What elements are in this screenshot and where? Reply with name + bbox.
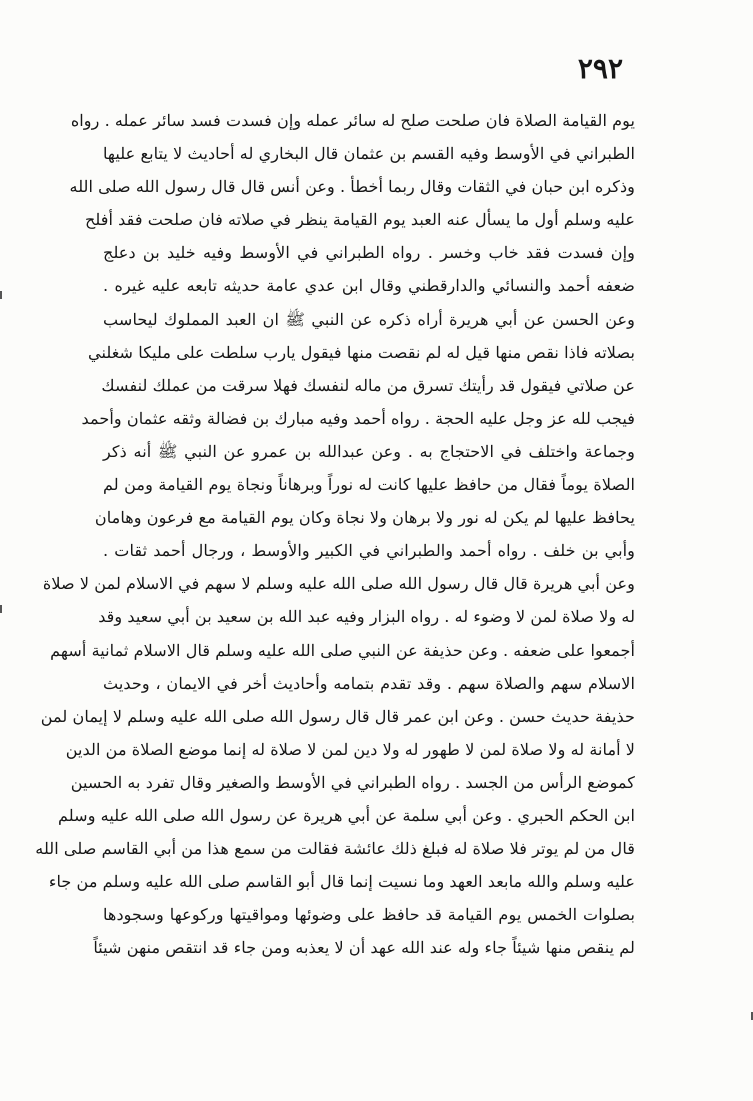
text-line: الطبراني في الأوسط وفيه القسم بن عثمان قال البخاري له أحاديث لا يتابع عليها bbox=[103, 144, 635, 164]
text-line: الصلاة يوماً فقال من حافظ عليها كانت له نوراً وبرهاناً ونجاة يوم القيامة ومن لم bbox=[103, 475, 635, 495]
text-line: أجمعوا على ضعفه . وعن حذيفة عن النبي صلى الله عليه وسلم قال الاسلام ثمانية أسهم bbox=[50, 640, 635, 660]
margin-mark bbox=[0, 291, 2, 299]
text-line: وعن أبي هريرة قال قال رسول الله صلى الله عليه وسلم لا سهم في الاسلام لمن لا صلاة bbox=[42, 574, 635, 594]
text-line: وإن فسدت فقد خاب وخسر . رواه الطبراني في الأوسط وفيه خليد بن دعلج bbox=[103, 243, 635, 263]
text-line: لم ينقص منها شيئاً جاء وله عند الله عهد أن لا يعذبه ومن جاء قد انتقص منهن شيئاً bbox=[93, 938, 635, 958]
text-line: حذيفة حديث حسن . وعن ابن عمر قال قال رسول الله صلى الله عليه وسلم لا إيمان لمن bbox=[40, 706, 635, 726]
text-line: قال من لم يوتر فلا صلاة له فبلغ ذلك عائشة فقالت من سمع هذا من أبي القاسم صلى الله bbox=[35, 839, 635, 859]
text-line: وعن الحسن عن أبي هريرة أراه ذكره عن النبي ﷺ ان العبد المملوك ليحاسب bbox=[103, 309, 635, 329]
text-line: يحافظ عليها لم يكن له نور ولا برهان ولا نجاة وكان يوم القيامة مع فرعون وهامان bbox=[94, 508, 635, 528]
text-line: كموضع الرأس من الجسد . رواه الطبراني في الأوسط والصغير وقال تفرد به الحسين bbox=[70, 772, 635, 792]
body-text bbox=[35, 104, 635, 964]
text-line: يوم القيامة الصلاة فان صلحت صلح له سائر عمله وإن فسدت فسد سائر عمله . رواه bbox=[70, 111, 635, 130]
text-line: عن صلاتي فيقول قد رأيتك تسرق من ماله لنفسك فهلا سرقت من عملك لنفسك bbox=[101, 375, 635, 395]
text-line: وجماعة واختلف في الاحتجاج به . وعن عبدالله بن عمرو عن النبي ﷺ أنه ذكر bbox=[103, 441, 635, 461]
text-line: بصلاته فاذا نقص منها قيل له لم نقصت منها فيقول يارب سلطت على مليكا شغلني bbox=[88, 342, 635, 362]
text-line: عليه وسلم أول ما يسأل عنه العبد يوم القيامة ينظر في صلاته فان صلحت فقد أفلح bbox=[84, 210, 635, 230]
text-line: بصلوات الخمس يوم القيامة قد حافظ على وضوئها ومواقيتها وركوعها وسجودها bbox=[103, 905, 635, 925]
text-line: لا أمانة له ولا صلاة لمن لا طهور له ولا دين لمن لا صلاة له إنما موضع الصلاة من الدين bbox=[65, 739, 635, 759]
text-line: له ولا صلاة لمن لا وضوء له . رواه البزار وفيه عبد الله بن سعيد بن أبي سعيد وقد bbox=[98, 607, 635, 627]
text-line: ابن الحكم الحبري . وعن أبي سلمة عن أبي هريرة عن رسول الله صلى الله عليه وسلم bbox=[58, 805, 635, 825]
text-line: عليه وسلم والله مابعد العهد وما نسيت إنما قال أبو القاسم صلى الله عليه وسلم من جاء bbox=[48, 872, 635, 892]
text-line: وأبي بن خلف . رواه أحمد والطبراني في الكبير والأوسط ، ورجال أحمد ثقات . bbox=[103, 541, 635, 561]
text-line: فيجب لله عز وجل عليه الحجة . رواه أحمد وفيه مبارك بن فضالة وثقه عثمان وأحمد bbox=[81, 408, 635, 428]
text-line: الاسلام سهم والصلاة سهم . وقد تقدم بتمامه وأحاديث أخر في الايمان ، وحديث bbox=[103, 673, 635, 693]
margin-mark bbox=[0, 605, 2, 613]
text-line: وذكره ابن حبان في الثقات وقال ربما أخطأ . وعن أنس قال قال رسول الله صلى الله bbox=[69, 177, 635, 197]
page-number: ٢٩٢ bbox=[577, 52, 623, 85]
text-line: ضعفه أحمد والنسائي والدارقطني وقال ابن عدي عامة حديثه تابعه عليه غيره . bbox=[103, 276, 635, 296]
